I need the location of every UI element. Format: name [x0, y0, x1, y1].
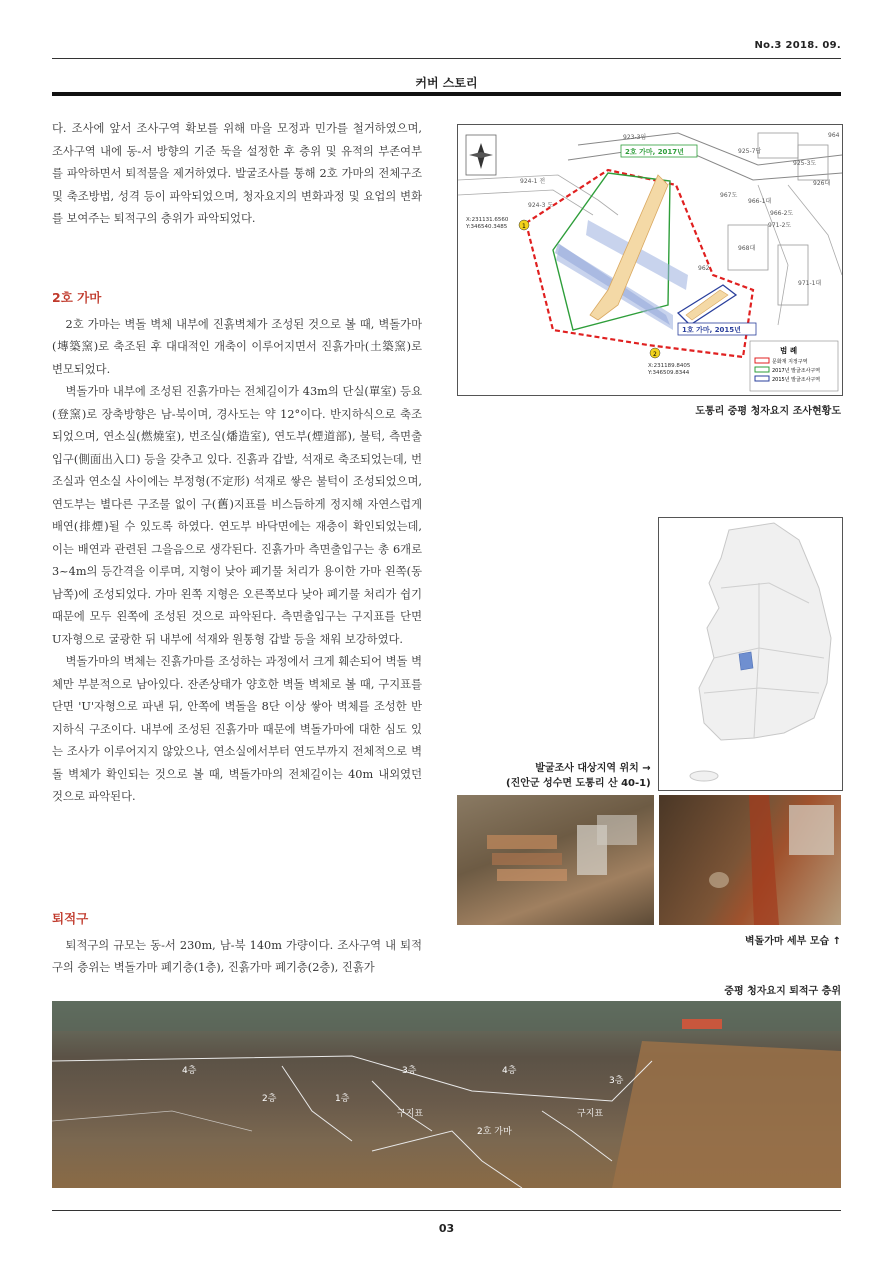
kiln1-label: 1호 가마, 2015년: [682, 326, 741, 334]
intro-paragraph: [52, 118, 422, 231]
parcel-label: 968대: [738, 245, 756, 252]
location-caption-line-1: 발굴조사 대상지역 위치 →: [535, 763, 651, 774]
section-divider: [52, 92, 841, 96]
strata-caption: 중평 청자요지 퇴적구 층위: [724, 986, 841, 997]
parcel-label: 971-1대: [798, 280, 822, 287]
location-caption: [506, 759, 651, 789]
jeju-island: [690, 771, 718, 781]
intro-text: 다. 조사에 앞서 조사구역 확보를 위해 마을 모정과 민가를 철거하였으며, 조사구역 내에 동-서 방향의 기준 둑을 설정한 후 층위 및 유적의 부존여부를 파악하면서 퇴적물을 제거하였다. 발굴조사를 통해 2호 가마의 전체구조 및 축조방법, 성격 등이 파악되었으며, 청자요지의 변화과정 및 요업의 변화를 보여주는 퇴적구의 층위가 파악되었다.: [52, 122, 422, 225]
legend-title: 범 례: [780, 346, 798, 355]
kiln-detail-photo-1: [457, 795, 654, 925]
coord-1-y: Y:346540.3485: [466, 224, 508, 230]
kiln2-paragraph-1: 2호 가마는 벽돌 벽체 내부에 진흙벽체가 조성된 것으로 볼 때, 벽돌가마(塼築窯)로 축조된 후 대대적인 개축이 이루어지면서 진흙가마(土築窯)로 변모되었다.: [52, 317, 422, 376]
survey-point-1-label: 1: [522, 223, 526, 230]
deposit-paragraph-1: 퇴적구의 규모는 동-서 230m, 남-북 140m 가량이다. 조사구역 내 퇴적구의 층위는 벽돌가마 폐기층(1층), 진흙가마 폐기층(2층), 진흙가: [52, 938, 422, 974]
kiln2-label: 2호 가마, 2017년: [625, 148, 684, 156]
parcel-label: 925-3도: [793, 160, 817, 167]
parcel-label: 971-2도: [768, 222, 792, 229]
kiln2-section: [52, 287, 422, 809]
coord-2-x: X:231189.8405: [648, 363, 691, 369]
parcel-label: 925-7답: [738, 148, 762, 155]
parcel-label: 964: [828, 132, 840, 139]
kiln2-heading: 2호 가마: [52, 290, 102, 305]
coord-2-y: Y:346509.8344: [648, 370, 690, 376]
strata-photo: [52, 1001, 841, 1188]
detail-caption: 벽돌가마 세부 모습 ↑: [744, 936, 841, 947]
coord-1: [465, 217, 510, 230]
parcel-label: 926대: [813, 180, 831, 187]
strata-label: 3층: [609, 1076, 624, 1086]
parcel-label: 924-3 도: [528, 202, 554, 209]
strata-label: 1층: [335, 1094, 350, 1104]
issue-number: No.3 2018. 09.: [754, 40, 841, 51]
parcel-label: 962: [698, 265, 710, 272]
parcel-label: 924-1 전: [520, 178, 546, 185]
page-number: 03: [438, 1222, 455, 1235]
kiln2-paragraph-2: 벽돌가마 내부에 조성된 진흙가마는 전체길이가 43m의 단실(單室) 등요(登窯)로 장축방향은 남-북이며, 경사도는 약 12°이다. 반지하식으로 축조되었으며, 연소실(燃燒室), 번조실(燔造室), 연도부(煙道部), 불턱, 측면출입구(側面出入口) 등을 갖추고 있다. 진흙과 갑발, 석재로 축조되었는데, 번조실과 연소실 사이에는 부정형(不定形) 석재로 쌓은 불턱이 조성되었으며, 연도부는 별다른 구조물 없이 구(舊)지표를 비스듬하게 정지해 자연스럽게 배연(排煙)될 수 있도록 하였다. 연도부 바닥면에는 재층이 확인되었는데, 이는 배연과 관련된 그을음으로 생각된다. 진흙가마 측면출입구는 총 6개로 3~4m의 등간격을 이루며, 지형이 낮아 폐기물 처리가 용이한 가마 왼쪽(동남쪽)에 조성되었다. 가마 왼쪽 지형은 오른쪽보다 낮아 폐기물 처리가 쉽기 때문에 모두 왼쪽에 조성된 것으로 파악된다. 측면출입구는 구지표를 단면 U자형으로 굴광한 뒤 내부에 석재와 원통형 갑발 등을 채워 보강하였다.: [52, 385, 422, 646]
parcel-label: 923-3임: [623, 134, 647, 141]
strata-label: 구지표: [397, 1109, 424, 1119]
coord-2: [647, 363, 692, 376]
parcel-label: 967도: [720, 192, 738, 199]
survey-point-2-label: 2: [653, 351, 657, 358]
legend-item: 문화재 지정구역: [772, 359, 808, 365]
deposit-heading: 퇴적구: [52, 911, 89, 926]
strata-label: 4층: [502, 1066, 517, 1076]
footer-divider: [52, 1210, 841, 1211]
coord-1-x: X:231131.6560: [466, 217, 509, 223]
map-caption: 도통리 중평 청자요지 조사현황도: [695, 406, 841, 417]
target-region-highlight: [739, 652, 753, 670]
strata-label: 2호 가마: [477, 1127, 512, 1137]
location-map: [658, 517, 843, 791]
deposit-section: [52, 908, 422, 980]
survey-map: [457, 124, 843, 396]
section-title: 커버 스토리: [415, 76, 478, 90]
strata-label: 4층: [182, 1066, 197, 1076]
strata-label: 2층: [262, 1094, 277, 1104]
kiln-detail-photo-2: [659, 795, 841, 925]
legend-item: 2015년 발굴조사구역: [772, 377, 821, 383]
legend-item: 2017년 발굴조사구역: [772, 368, 821, 374]
strata-label: 구지표: [577, 1109, 604, 1119]
parcel-label: 966-2도: [770, 210, 794, 217]
parcel-label: 966-1대: [748, 198, 772, 205]
strata-label: 3층: [402, 1066, 417, 1076]
header-divider: [52, 58, 841, 59]
kiln2-paragraph-3: 벽돌가마의 벽체는 진흙가마를 조성하는 과정에서 크게 훼손되어 벽돌 벽체만 부분적으로 남아있다. 잔존상태가 양호한 벽돌 벽체로 볼 때, 구지표를 단면 'U'자형으로 파낸 뒤, 안쪽에 벽돌을 8단 이상 쌓아 벽체를 조성한 반지하식 구조이다. 내부에 조성된 진흙가마 때문에 벽돌가마에 대한 심도 있는 조사가 이루어지지 않았으나, 연소실에서부터 연도부까지 전체적으로 벽돌 벽체가 확인되는 것으로 볼 때, 벽돌가마의 전체길이는 40m 내외였던 것으로 파악된다.: [52, 655, 422, 803]
location-caption-line-2: (진안군 성수면 도통리 산 40-1): [506, 778, 651, 789]
